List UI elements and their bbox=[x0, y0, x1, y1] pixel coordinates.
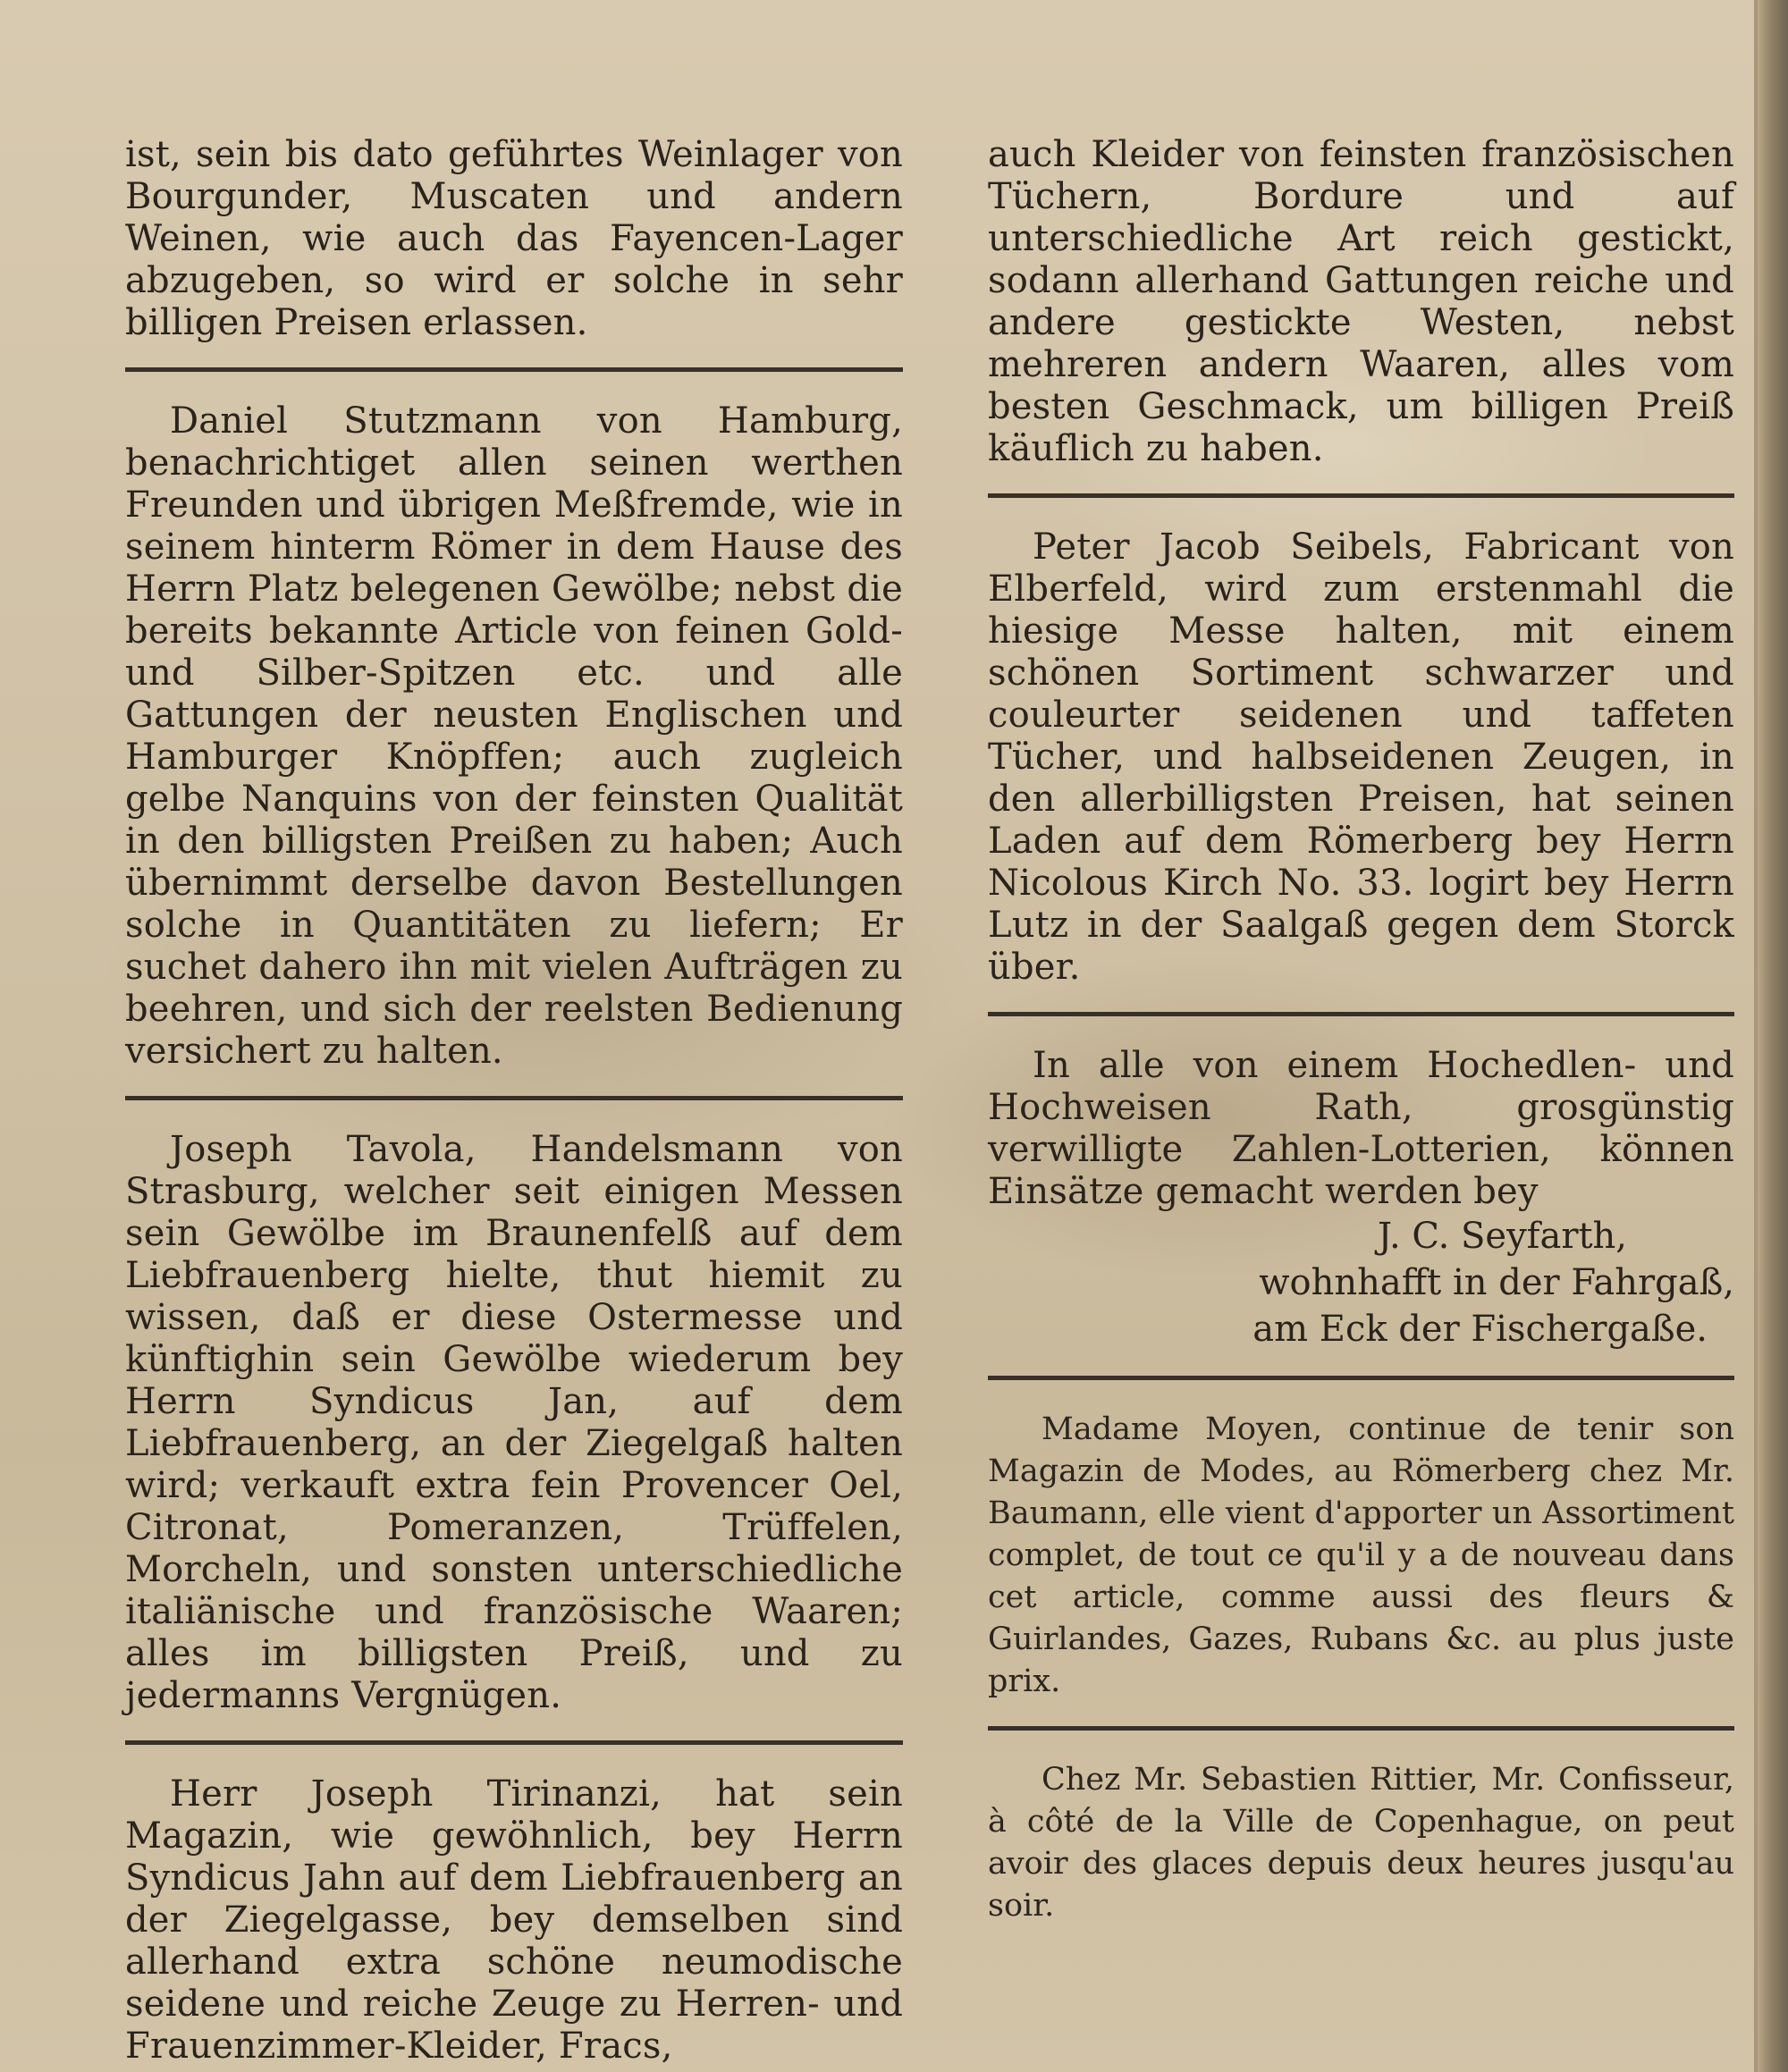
advertisement-tirinanzi: Herr Joseph Tirinanzi, hat sein Magazin, wie gewöhnlich, bey Herrn Syndicus Jahn auf dem Liebfrauenberg an der Ziegelgasse, bey demselben sind allerhand extra schöne neumodische seidene und reiche Zeuge zu Herren- und Frauenzimmer-Kleider, Fracs, bbox=[125, 1773, 903, 2067]
advertisement-tavola: Joseph Tavola, Handelsmann von Strasburg, welcher seit einigen Messen sein Gewölbe im Braunenfelß auf dem Liebfrauenberg hielte, thut hiemit zu wissen, daß er diese Ostermesse und künftighin sein Gewölbe wiederum bey Herrn Syndicus Jan, auf dem Liebfrauenberg, an der Ziegelgaß halten wird; verkauft extra fein Provencer Oel, Citronat, Pomeranzen, Trüffelen, Morcheln, und sonsten unterschiedliche italiänische und französische Waaren; alles im billigsten Preiß, und zu jedermanns Vergnügen. bbox=[125, 1129, 903, 1716]
advertisement-clothing-continued: auch Kleider von feinsten französischen Tüchern, Bordure und auf unterschiedliche Art reich gestickt, sodann allerhand Gattungen reiche und andere gestickte Westen, nebst mehreren andern Waaren, alles vom besten Geschmack, um billigen Preiß käuflich zu haben. bbox=[988, 134, 1734, 469]
divider-rule bbox=[125, 1096, 903, 1100]
divider-rule bbox=[125, 367, 903, 372]
advertisement-moyen: Madame Moyen, continue de tenir son Magazin de Modes, au Römerberg chez Mr. Baumann, elle vient d'apporter un Assortiment complet, de tout ce qu'il y a de nouveau dans cet article, comme aussi des fleurs & Guirlandes, Gazes, Rubans &c. au plus juste prix. bbox=[988, 1411, 1734, 1699]
divider-rule bbox=[125, 1740, 903, 1745]
divider-rule bbox=[988, 1376, 1734, 1380]
divider-rule bbox=[988, 493, 1734, 498]
divider-rule bbox=[988, 1726, 1734, 1731]
page-edge bbox=[1758, 0, 1788, 2072]
advertisement-wine-stock: ist, sein bis dato geführtes Weinlager von Bourgunder, Muscaten und andern Weinen, wie auch das Fayencen-Lager abzugeben, so wird er solche in sehr billigen Preisen erlassen. bbox=[125, 134, 903, 343]
signature-name: J. C. Seyfarth, bbox=[1378, 1216, 1627, 1257]
right-column bbox=[988, 134, 1734, 1927]
left-column bbox=[125, 134, 903, 2068]
advertisement-rittier: Chez Mr. Sebastien Rittier, Mr. Confisseur, à côté de la Ville de Copenhague, on peut avoir des glaces depuis deux heures jusqu'au soir. bbox=[988, 1762, 1734, 1924]
advertisement-seibels: Peter Jacob Seibels, Fabricant von Elberfeld, wird zum erstenmahl die hiesige Messe halten, mit einem schönen Sortiment schwarzer und couleurter seidenen und taffeten Tücher, und halbseidenen Zeugen, in den allerbilligsten Preisen, hat seinen Laden auf dem Römerberg bey Herrn Nicolous Kirch No. 33. logirt bey Herrn Lutz in der Saalgaß gegen dem Storck über. bbox=[988, 526, 1734, 988]
advertisement-lottery: In alle von einem Hochedlen- und Hochweisen Rath, grosgünstig verwilligte Zahlen-Lotterien, können Einsätze gemacht werden bey bbox=[988, 1045, 1734, 1212]
divider-rule bbox=[988, 1012, 1734, 1016]
advertisement-stutzmann: Daniel Stutzmann von Hamburg, benachrichtiget allen seinen werthen Freunden und übrigen Meßfremde, wie in seinem hinterm Römer in dem Hause des Herrn Platz belegenen Gewölbe; nebst die bereits bekannte Article von feinen Gold- und Silber-Spitzen etc. und alle Gattungen der neusten Englischen und Hamburger Knöpffen; auch zugleich gelbe Nanquins von der feinsten Qualität in den billigsten Preißen zu haben; Auch übernimmt derselbe davon Bestellungen solche in Quantitäten zu liefern; Er suchet dahero ihn mit vielen Aufträgen zu beehren, und sich der reelsten Bedienung versichert zu halten. bbox=[125, 400, 903, 1072]
signature-address-line1: wohnhafft in der Fahrgaß, bbox=[1259, 1262, 1734, 1303]
signature-address-line2: am Eck der Fischergaße. bbox=[1252, 1309, 1708, 1350]
